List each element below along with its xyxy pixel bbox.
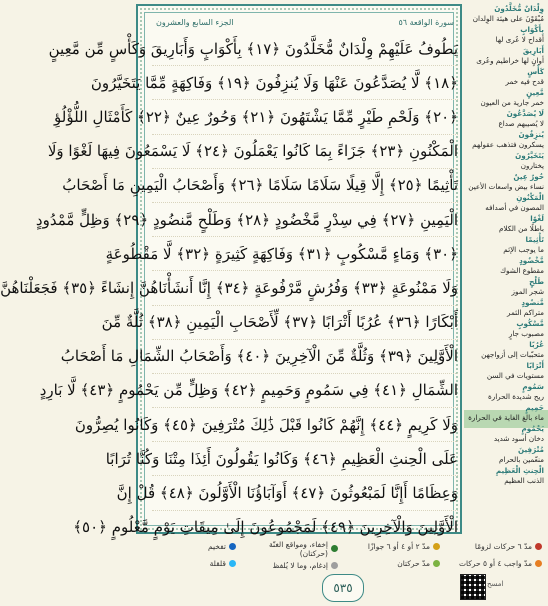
legend-item bbox=[240, 540, 338, 558]
glossary-term: مَّنضُودٍ bbox=[521, 298, 544, 307]
glossary-term: يَحْمُومٍ bbox=[521, 424, 544, 433]
glossary-item bbox=[468, 214, 544, 234]
glossary-definition: يسكرون فتذهب عقولهم bbox=[472, 140, 544, 149]
glossary-definition: لا يُصيبهم صداع bbox=[498, 119, 544, 128]
glossary-definition: قدح فيه خمر bbox=[505, 77, 544, 86]
glossary-term: لَا يُصَدَّعُونَ bbox=[506, 109, 544, 118]
glossary-item bbox=[468, 193, 544, 213]
page-frame bbox=[0, 4, 462, 537]
glossary-definition: المصون في أصدافه bbox=[485, 203, 544, 212]
margin-glossary bbox=[468, 4, 544, 534]
glossary-item bbox=[468, 256, 544, 276]
legend-item bbox=[240, 561, 338, 570]
glossary-item bbox=[468, 25, 544, 45]
glossary-term: الْحِنثِ الْعَظِيمِ bbox=[495, 466, 544, 475]
glossary-term: وِلْدَانٌ مُّخَلَّدُونَ bbox=[494, 4, 544, 13]
glossary-definition: شجر الموز bbox=[511, 287, 544, 296]
glossary-definition: نساء بيض واسعات الأعين bbox=[468, 182, 544, 191]
legend-column bbox=[238, 538, 340, 572]
glossary-term: أَتْرَابًا bbox=[526, 361, 544, 370]
juz-name: الجزء السابع والعشرون bbox=[156, 17, 234, 27]
legend-label: إخفاء، ومواقع الغنّة (حركتان) bbox=[269, 539, 328, 558]
glossary-definition: متحبّبات إلى أزواجهن bbox=[481, 350, 544, 359]
text-line: وَلَا مَمْنُوعَةٍ ﴿٣٣﴾ وَفُرُشٍ مَّرْفُوعَةٍ ﴿٣٤﴾ إِنَّا أَنشَأْنَاهُنَّ إِنشَاءً ﴿٣٥﴾ فَجَعَلْنَاهُنَّ bbox=[152, 271, 458, 305]
text-line: يَطُوفُ عَلَيْهِمْ وِلْدَانٌ مُّخَلَّدُونَ ﴿١٧﴾ بِأَكْوَابٍ وَأَبَارِيقَ وَكَأْسٍ مِّن مَّعِينٍ bbox=[152, 32, 458, 66]
glossary-term: مَّسْكُوبٍ bbox=[516, 319, 544, 328]
glossary-item bbox=[468, 319, 544, 339]
glossary-item bbox=[468, 445, 544, 465]
glossary-item bbox=[468, 130, 544, 150]
legend-label: مدّ حركتان bbox=[397, 559, 430, 568]
glossary-term: يَتَخَيَّرُونَ bbox=[515, 151, 544, 160]
glossary-definition: مقطوع الشوك bbox=[500, 266, 544, 275]
text-line: الشِّمَالِ ﴿٤١﴾ فِي سَمُومٍ وَحَمِيمٍ ﴿٤٢﴾ وَظِلٍّ مِّن يَحْمُومٍ ﴿٤٣﴾ لَّا بَارِدٍ bbox=[152, 374, 458, 408]
text-line: أَبْكَارًا ﴿٣٦﴾ عُرُبًا أَتْرَابًا ﴿٣٧﴾ لِّأَصْحَابِ الْيَمِينِ ﴿٣٨﴾ ثُلَّةٌ مِّنَ bbox=[152, 306, 458, 340]
glossary-item bbox=[468, 67, 544, 87]
legend-label: مدّ واجب ٤ أو ٥ حركات bbox=[458, 559, 532, 568]
text-line: وَعِظَامًا أَإِنَّا لَمَبْعُوثُونَ ﴿٤٧﴾ أَوَآبَاؤُنَا الْأَوَّلُونَ ﴿٤٨﴾ قُلْ إِنَّ bbox=[152, 476, 458, 510]
surah-name: سورة الواقعة ٥٦ bbox=[398, 17, 454, 27]
text-line: الْأَوَّلِينَ ﴿٣٩﴾ وَثُلَّةٌ مِّنَ الْآخِرِينَ ﴿٤٠﴾ وَأَصْحَابُ الشِّمَالِ مَا أَصْحَابُ bbox=[152, 340, 458, 374]
text-line: الْيَمِينِ ﴿٢٧﴾ فِي سِدْرٍ مَّخْضُودٍ ﴿٢٨﴾ وَطَلْحٍ مَّنضُودٍ ﴿٢٩﴾ وَظِلٍّ مَّمْدُودٍ bbox=[152, 203, 458, 237]
glossary-item bbox=[468, 4, 544, 24]
glossary-term: تَأْثِيمًا bbox=[525, 235, 544, 244]
glossary-term: الْمَكْنُونِ bbox=[516, 193, 544, 202]
legend-item bbox=[138, 559, 236, 568]
legend-column bbox=[136, 538, 238, 572]
legend-item bbox=[138, 542, 236, 551]
glossary-item bbox=[468, 403, 544, 423]
glossary-item bbox=[468, 298, 544, 318]
text-line: الْأَوَّلِينَ وَالْآخِرِينَ ﴿٤٩﴾ لَمَجْمُوعُونَ إِلَىٰ مِيقَاتِ يَوْمٍ مَّعْلُومٍ ﴿٥٠﴾ bbox=[73, 518, 458, 537]
legend-column bbox=[442, 538, 544, 572]
glossary-term: يُنزِفُونَ bbox=[518, 130, 544, 139]
glossary-term: عُرُبًا bbox=[529, 340, 544, 349]
color-swatch-icon bbox=[535, 543, 542, 550]
legend-label: تفخيم bbox=[208, 542, 226, 551]
glossary-definition: باطلًا من الكلام bbox=[499, 224, 544, 233]
glossary-definition: خمر جارية من العيون bbox=[480, 98, 544, 107]
color-swatch-icon bbox=[229, 543, 236, 550]
color-swatch-icon bbox=[331, 545, 338, 552]
glossary-item bbox=[468, 382, 544, 402]
glossary-definition: دخان أسود شديد bbox=[493, 434, 544, 443]
glossary-definition: يختارون bbox=[520, 161, 544, 170]
color-swatch-icon bbox=[433, 560, 440, 567]
page-header bbox=[152, 15, 458, 29]
glossary-term: مُتْرَفِينَ bbox=[518, 445, 544, 454]
glossary-definition: مصبوب جارٍ bbox=[508, 329, 544, 338]
legend-label: إدغام، وما لا يُلفظ bbox=[272, 561, 328, 571]
text-line: ﴿٣٠﴾ وَمَاءٍ مَّسْكُوبٍ ﴿٣١﴾ وَفَاكِهَةٍ كَثِيرَةٍ ﴿٣٢﴾ لَّا مَقْطُوعَةٍ bbox=[152, 237, 458, 271]
glossary-definition: ما يوجب الإثم bbox=[503, 245, 544, 254]
glossary-item bbox=[468, 340, 544, 360]
tajweed-legend bbox=[136, 538, 544, 572]
page-footer bbox=[132, 574, 548, 602]
glossary-item bbox=[468, 88, 544, 108]
text-line: ﴿٢٠﴾ وَلَحْمِ طَيْرٍ مِّمَّا يَشْتَهُونَ ﴿٢١﴾ وَحُورٌ عِينٌ ﴿٢٢﴾ كَأَمْثَالِ اللُّؤْلُؤِ bbox=[152, 100, 458, 134]
glossary-definition: ماء بالغ الغاية في الحرارة bbox=[468, 413, 544, 422]
text-line: وَلَا كَرِيمٍ ﴿٤٤﴾ إِنَّهُمْ كَانُوا قَبْلَ ذَٰلِكَ مُتْرَفِينَ ﴿٤٥﴾ وَكَانُوا يُصِرُّونَ bbox=[152, 408, 458, 442]
color-swatch-icon bbox=[229, 560, 236, 567]
glossary-definition: مُبْقَوْنَ على هيئة الوِلدان bbox=[472, 14, 544, 23]
glossary-item bbox=[468, 172, 544, 192]
page-number: ٥٣٥ bbox=[322, 574, 364, 602]
glossary-term: مَّعِينٍ bbox=[526, 88, 544, 97]
glossary-term: بِأَكْوَابٍ bbox=[520, 25, 544, 34]
qr-code-icon[interactable] bbox=[460, 574, 486, 600]
glossary-item bbox=[468, 151, 544, 171]
qr-label: امسح bbox=[487, 580, 504, 588]
glossary-term: مَّخْضُودٍ bbox=[519, 256, 544, 265]
glossary-item bbox=[468, 109, 544, 129]
legend-label: مدّ ٦ حركات لزومًا bbox=[474, 542, 532, 551]
legend-label: مدّ ٢ أو ٤ أو ٦ جوازًا bbox=[367, 542, 430, 551]
glossary-definition: منعّمين بالحرام bbox=[499, 455, 544, 464]
legend-item bbox=[342, 559, 440, 568]
quran-text bbox=[0, 32, 458, 537]
glossary-definition: أوانٍ لها خراطيم وعُرى bbox=[476, 56, 544, 65]
color-swatch-icon bbox=[535, 560, 542, 567]
text-line: عَلَى الْحِنثِ الْعَظِيمِ ﴿٤٦﴾ وَكَانُوا يَقُولُونَ أَئِذَا مِتْنَا وَكُنَّا تُرَابًا bbox=[152, 442, 458, 476]
legend-item bbox=[342, 542, 440, 551]
glossary-item bbox=[468, 277, 544, 297]
glossary-term: أَبَارِيقَ bbox=[522, 46, 544, 55]
glossary-item bbox=[468, 424, 544, 444]
glossary-item bbox=[468, 361, 544, 381]
text-line: ﴿١٨﴾ لَّا يُصَدَّعُونَ عَنْهَا وَلَا يُنزِفُونَ ﴿١٩﴾ وَفَاكِهَةٍ مِّمَّا يَتَخَيَّرُونَ bbox=[152, 66, 458, 100]
glossary-term: حَمِيمٍ bbox=[525, 403, 544, 412]
glossary-term: طَلْحٍ bbox=[529, 277, 544, 286]
glossary-term: سَمُومٍ bbox=[522, 382, 544, 391]
glossary-item bbox=[468, 46, 544, 66]
legend-item bbox=[444, 559, 542, 568]
legend-label: قلقلة bbox=[209, 559, 226, 568]
text-line: تَأْثِيمًا ﴿٢٥﴾ إِلَّا قِيلًا سَلَامًا سَلَامًا ﴿٢٦﴾ وَأَصْحَابُ الْيَمِينِ مَا أَصْحَابُ bbox=[152, 169, 458, 203]
color-swatch-icon bbox=[331, 562, 338, 569]
glossary-term: حُورٌ عِينٌ bbox=[513, 172, 544, 181]
glossary-term: كَأْسٍ bbox=[527, 67, 544, 76]
glossary-item bbox=[468, 235, 544, 255]
color-swatch-icon bbox=[433, 543, 440, 550]
legend-item bbox=[444, 542, 542, 551]
glossary-definition: أقداح لا عُرى لها bbox=[495, 35, 544, 44]
glossary-definition: متراكم الثمر bbox=[507, 308, 544, 317]
glossary-definition: مستويات في السن bbox=[486, 371, 544, 380]
text-line: الْمَكْنُونِ ﴿٢٣﴾ جَزَاءً بِمَا كَانُوا يَعْمَلُونَ ﴿٢٤﴾ لَا يَسْمَعُونَ فِيهَا لَغْوًا وَلَا bbox=[152, 135, 458, 169]
legend-column bbox=[340, 538, 442, 572]
glossary-definition: ريح شديدة الحرارة bbox=[487, 392, 544, 401]
glossary-term: لَغْوًا bbox=[530, 214, 544, 223]
glossary-definition: الذنب العظيم bbox=[504, 476, 544, 485]
glossary-item bbox=[468, 466, 544, 486]
